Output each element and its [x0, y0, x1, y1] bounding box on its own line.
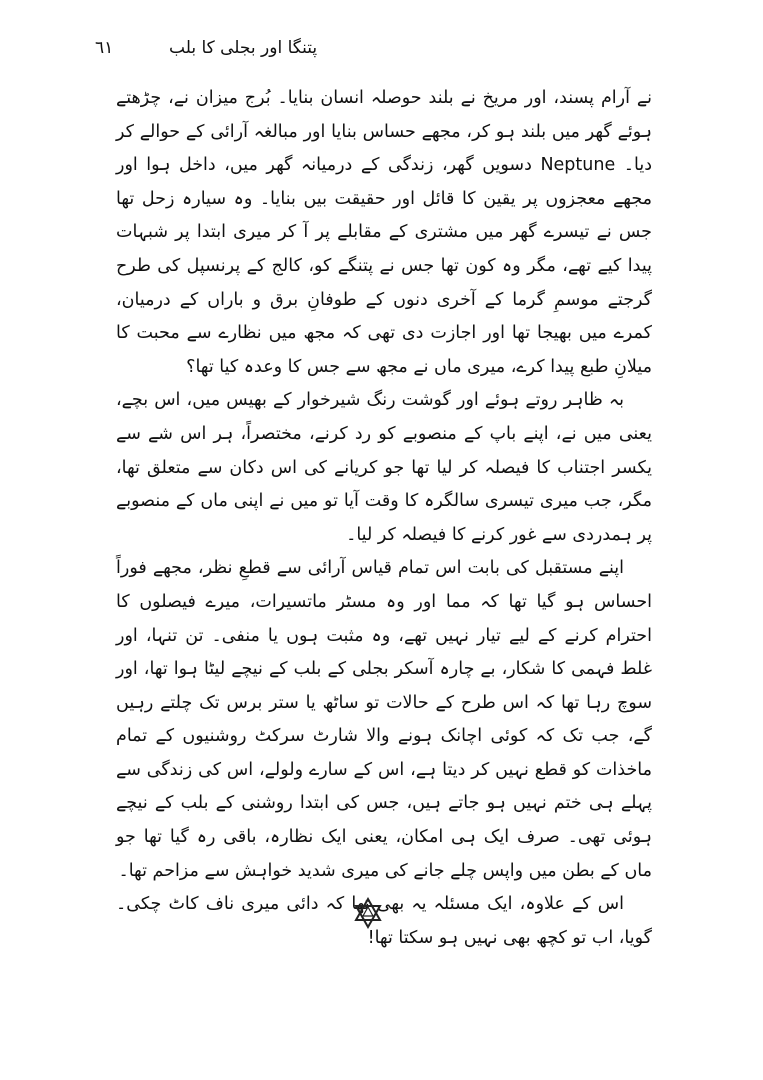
book-title: پتنگا اور بجلی کا بلب [169, 38, 318, 58]
page-header [95, 38, 633, 62]
page-number: ٦١ [95, 38, 114, 58]
paragraph: نے آرام پسند، اور مریخ نے بلند حوصلہ انسان بنایا۔ بُرج میزان نے، چڑھتے ہوئے گھر میں بلند ہو کر، مجھے حساس بنایا اور مبالغہ آرائی کے حوالے کر دیا۔ Neptune دسویں گھر، زندگی کے درمیانہ گھر میں، داخل ہوا اور مجھے معجزوں پر یقین کا قائل اور حقیقت بیں بنایا۔ وہ سیارہ زحل تھا جس نے تیسرے گھر میں مشتری کے مقابلے پر آ کر میری ابتدا پر شبہات پیدا کیے تھے، مگر وہ کون تھا جس نے پتنگے کو، کالج کے پرنسپل کی طرح گرجتے موسمِ گرما کے آخری دنوں کے طوفانِ برق و باراں کے درمیان، کمرے میں بھیجا تھا اور اجازت دی تھی کہ مجھ میں نظارے سے محبت کا میلانِ طبع پیدا کرے، میری ماں نے مجھ سے جس کا وعدہ کیا تھا؟ [116, 88, 653, 377]
paragraph: اپنے مستقبل کی بابت اس تمام قیاس آرائی سے قطعِ نظر، مجھے فوراً احساس ہو گیا تھا کہ مما اور وہ مسٹر ماتسیرات، میرے فیصلوں کا احترام کرنے کے لیے تیار نہیں تھے، وہ مثبت ہوں یا منفی۔ تن تنہا، اور غلط فہمی کا شکار، بے چارہ آسکر بجلی کے بلب کے نیچے لیٹا ہوا تھا، اور سوچ رہا تھا کہ اس طرح کے حالات تو ساٹھ یا ستر برس تک چلتے رہیں گے، جب تک کہ کوئی اچانک ہونے والا شارٹ سرکٹ روشنیوں کے تمام ماخذات کو قطع نہیں کر دیتا ہے، اس کے سارے ولولے، اس کی زندگی سے پہلے ہی ختم نہیں ہو جاتے ہیں، جس کی ابتدا روشنی کے بلب کے نیچے ہوئی تھی۔ صرف ایک ہی امکان، یعنی ایک نظارہ، باقی رہ گیا تھا جو ماں کے بطن میں واپس چلے جانے کی میری شدید خواہش سے مزاحم تھا۔ [116, 558, 652, 881]
star-ornament-icon [352, 897, 384, 929]
page-body [116, 82, 652, 955]
paragraph: اس کے علاوہ، ایک مسئلہ یہ بھی تھا کہ دائی میری ناف کاٹ چکی۔ گویا، اب تو کچھ بھی نہیں ہو سکتا تھا! [116, 894, 652, 948]
paragraph: بہ ظاہر روتے ہوئے اور گوشت رنگ شیرخوار کے بھیس میں، اس بچے، یعنی میں نے، اپنے باپ کے منصوبے کو رد کرنے، مختصراً، ہر اس شے سے یکسر اجتناب کا فیصلہ کر لیا تھا جو کریانے کی اس دکان سے متعلق تھا، مگر، جب میری تیسری سالگرہ کا وقت آیا تو میں نے اپنی ماں کے منصوبے پر ہمدردی سے غور کرنے کا فیصلہ کر لیا۔ [116, 390, 652, 545]
